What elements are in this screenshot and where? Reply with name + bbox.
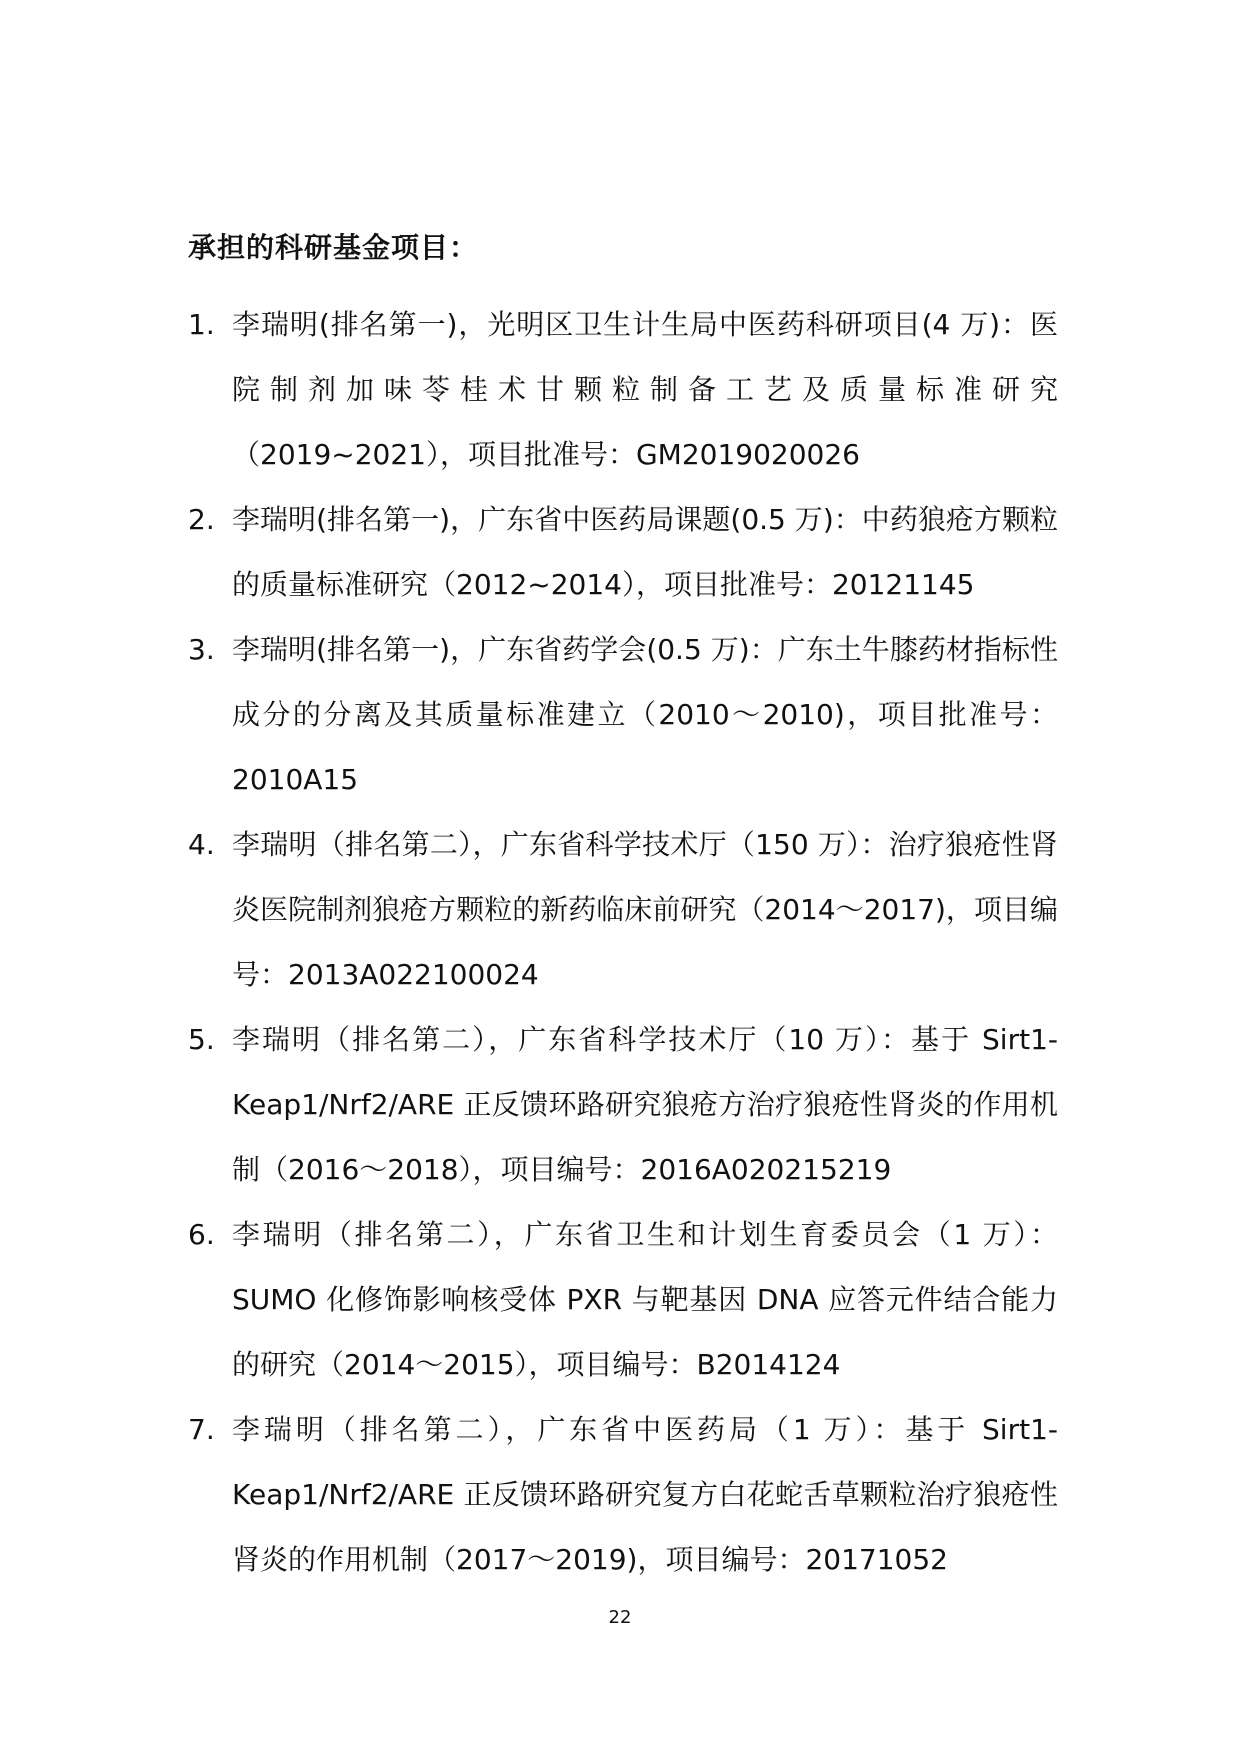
item-text: 李瑞明（排名第二），广东省卫生和计划生育委员会（1 万）：SUMO 化修饰影响核受体 PXR 与靶基因 DNA 应答元件结合能力的研究（2014～2015），项目编号：B2014124: [232, 1218, 1058, 1381]
item-text: 李瑞明(排名第一)，广东省药学会(0.5 万)：广东土牛膝药材指标性成分的分离及其质量标准建立（2010～2010)，项目批准号：2010A15: [232, 633, 1058, 796]
item-number: 1.: [188, 308, 215, 341]
list-item: [188, 292, 1058, 487]
item-number: 4.: [188, 828, 215, 861]
item-text: 李瑞明(排名第一)，光明区卫生计生局中医药科研项目(4 万)：医院制剂加味苓桂术甘颗粒制备工艺及质量标准研究（2019~2021），项目批准号：GM2019020026: [232, 308, 1058, 471]
funded-projects-list: [188, 292, 1058, 1592]
item-number: 6.: [188, 1218, 215, 1251]
page-number: 22: [608, 1607, 632, 1628]
item-text: 李瑞明（排名第二），广东省科学技术厅（150 万）：治疗狼疮性肾炎医院制剂狼疮方颗粒的新药临床前研究（2014～2017)，项目编号：2013A022100024: [232, 828, 1058, 991]
item-number: 2.: [188, 503, 215, 536]
item-number: 5.: [188, 1023, 215, 1056]
list-item: [188, 1202, 1058, 1397]
item-text: 李瑞明(排名第一)，广东省中医药局课题(0.5 万)：中药狼疮方颗粒的质量标准研究（2012~2014），项目批准号：20121145: [232, 503, 1058, 601]
list-item: [188, 812, 1058, 1007]
list-item: [188, 1397, 1058, 1592]
section-heading: 承担的科研基金项目：: [188, 231, 479, 264]
list-item: [188, 1007, 1058, 1202]
list-item: [188, 617, 1058, 812]
item-number: 7.: [188, 1413, 215, 1446]
item-number: 3.: [188, 633, 215, 666]
list-item: [188, 487, 1058, 617]
item-text: 李瑞明（排名第二），广东省中医药局（1 万）：基于 Sirt1-Keap1/Nrf2/ARE 正反馈环路研究复方白花蛇舌草颗粒治疗狼疮性肾炎的作用机制（2017～2019)，项目编号：20171052: [232, 1413, 1058, 1576]
item-text: 李瑞明（排名第二），广东省科学技术厅（10 万）：基于 Sirt1-Keap1/Nrf2/ARE 正反馈环路研究狼疮方治疗狼疮性肾炎的作用机制（2016～2018），项目编号：2016A020215219: [232, 1023, 1058, 1186]
